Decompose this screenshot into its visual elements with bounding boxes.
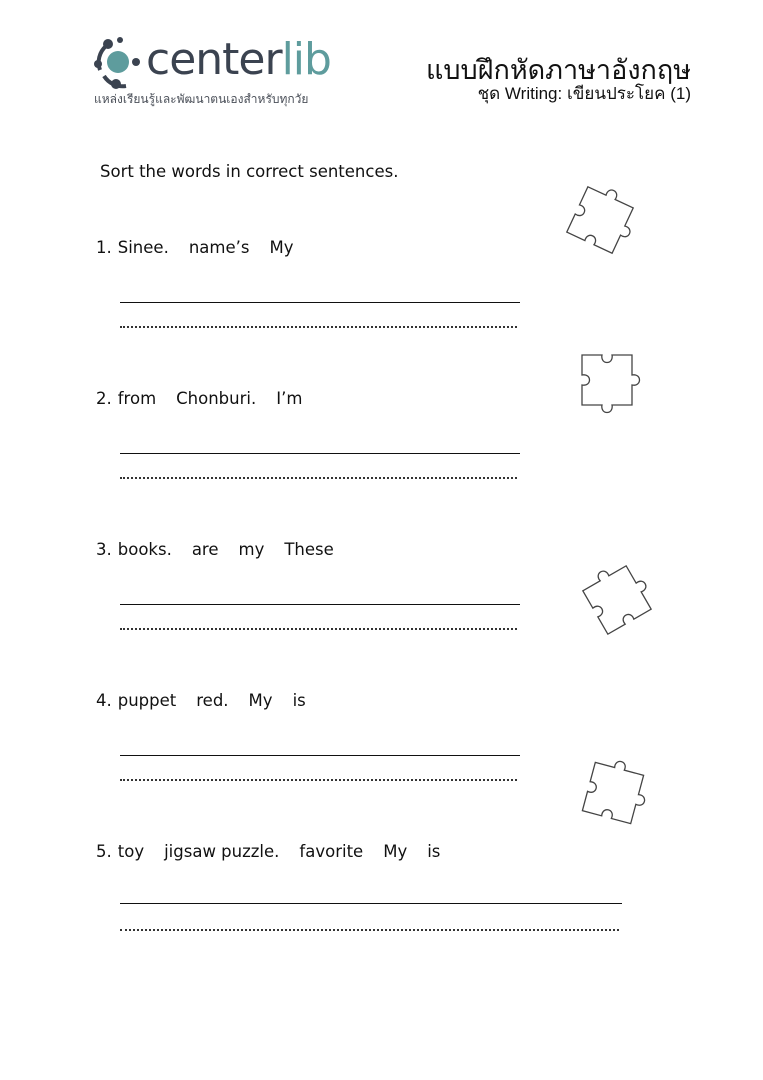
answer-line[interactable] xyxy=(120,302,520,303)
word: from xyxy=(117,389,157,408)
answer-line[interactable] xyxy=(120,604,520,605)
logo-prefix: center xyxy=(146,34,282,85)
question-number: 1. xyxy=(96,238,112,257)
question-number: 2. xyxy=(96,389,112,408)
logo-suffix: lib xyxy=(281,34,331,85)
word: is xyxy=(427,842,441,861)
word: My xyxy=(269,238,294,257)
word: my xyxy=(238,540,265,559)
answer-dotted-line[interactable] xyxy=(120,779,517,781)
puzzle-piece-icon xyxy=(568,748,658,838)
logo-tagline: แหล่งเรียนรู้และพัฒนาตนเองสำหรับทุกวัย xyxy=(94,92,309,106)
question-4 xyxy=(96,691,326,710)
question-number: 3. xyxy=(96,540,112,559)
word: My xyxy=(248,691,273,710)
answer-dotted-line[interactable] xyxy=(120,628,517,630)
logo-text xyxy=(146,34,331,86)
page-subtitle: ชุด Writing: เขียนประโยค (1) xyxy=(477,84,691,103)
answer-line[interactable] xyxy=(120,453,520,454)
puzzle-piece-icon xyxy=(555,175,645,265)
word: Sinee. xyxy=(117,238,169,257)
answer-line[interactable] xyxy=(120,903,622,904)
word: books. xyxy=(117,540,172,559)
puzzle-piece-icon xyxy=(572,555,662,645)
word: I’m xyxy=(276,389,303,408)
word: My xyxy=(383,842,408,861)
question-2 xyxy=(96,389,322,408)
question-3 xyxy=(96,540,354,559)
word: red. xyxy=(196,691,229,710)
instruction: Sort the words in correct sentences. xyxy=(100,162,399,181)
word: name’s xyxy=(188,238,250,257)
page-title: แบบฝึกหัดภาษาอังกฤษ xyxy=(426,55,691,85)
question-number: 4. xyxy=(96,691,112,710)
question-number: 5. xyxy=(96,842,112,861)
answer-dotted-line[interactable] xyxy=(120,326,517,328)
word: are xyxy=(191,540,219,559)
word: is xyxy=(292,691,306,710)
word: favorite xyxy=(299,842,364,861)
word: These xyxy=(284,540,334,559)
answer-line[interactable] xyxy=(120,755,520,756)
logo-icon xyxy=(92,34,148,90)
question-1 xyxy=(96,238,313,257)
answer-dotted-line[interactable] xyxy=(120,477,517,479)
question-5 xyxy=(96,842,460,861)
word: toy xyxy=(117,842,145,861)
word: Chonburi. xyxy=(176,389,257,408)
answer-dotted-line[interactable] xyxy=(120,929,619,931)
puzzle-piece-icon xyxy=(562,335,652,425)
word: puppet xyxy=(117,691,177,710)
word: jigsaw puzzle. xyxy=(164,842,280,861)
